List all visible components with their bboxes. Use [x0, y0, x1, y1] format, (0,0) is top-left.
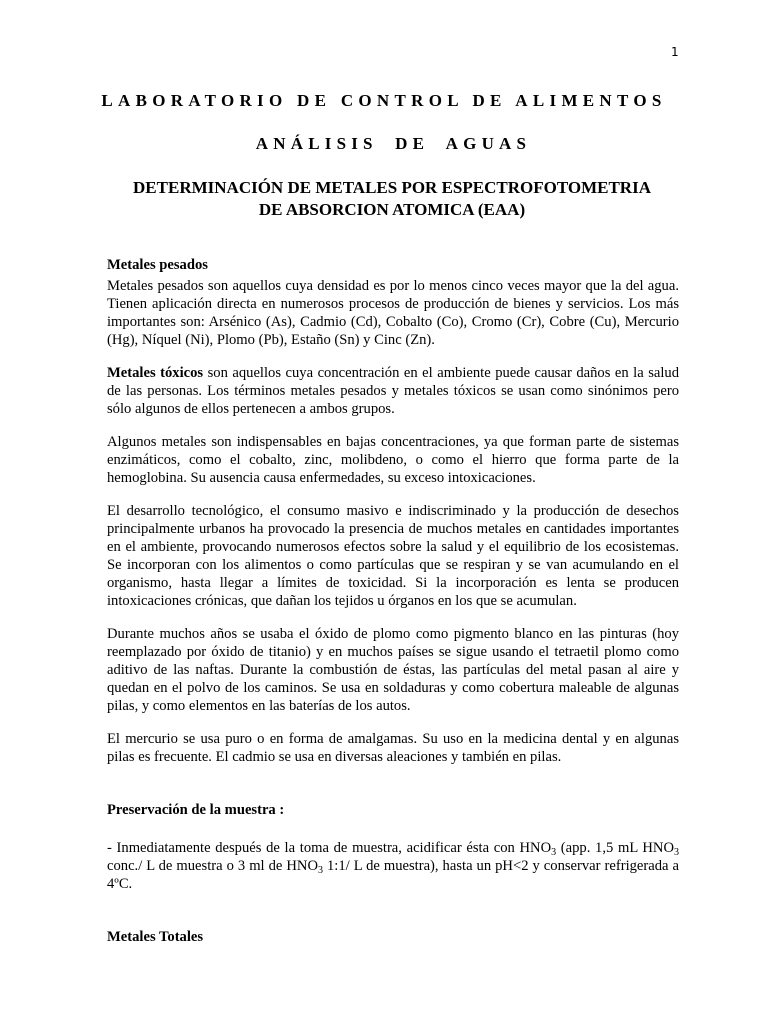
- paragraph-mercurio-cadmio: El mercurio se usa puro o en forma de amalgamas. Su uso en la medicina dental y en algunas pilas es frecuente. El cadmio se usa en diversas aleaciones y también en pilas.: [107, 731, 679, 765]
- title-determinacion-line1: DETERMINACIÓN DE METALES POR ESPECTROFOTOMETRIA: [133, 178, 651, 197]
- title-determinacion-line2: DE ABSORCION ATOMICA (EAA): [258, 200, 526, 219]
- preservacion-text-2: (app. 1,5 mL HNO: [556, 840, 674, 856]
- preservacion-text-4: 1:1/ L de muestra), hasta un pH<2 y conservar refrigerada a 4ºC.: [107, 858, 679, 892]
- paragraph-metales-toxicos-text: son aquellos cuya concentración en el ambiente puede causar daños en la salud de las personas. Los términos metales pesados y metales tóxicos se usan como sinónimos pero sólo algunos de ellos pertenecen a ambos grupos.: [107, 365, 679, 417]
- preservacion-text-1: - Inmediatamente después de la toma de muestra, acidificar ésta con HNO: [107, 840, 552, 856]
- document-title-determinacion: [0, 177, 768, 221]
- preservacion-text-3: conc./ L de muestra o 3 ml de HNO: [107, 858, 318, 874]
- heading-metales-totales: Metales Totales: [107, 929, 204, 945]
- paragraph-desarrollo-tecnologico: El desarrollo tecnológico, el consumo masivo e indiscriminado y la producción de desechos principalmente urbanos ha provocado la presencia de muchos metales en cantidades importantes en el ambiente, provocando numerosos efectos sobre la salud y el equilibrio de los ecosistemas. Se incorporan con los alimentos o como partículas que se respiran y se van acumulando en el organismo, hasta llegar a límites de toxicidad. Si la incorporación es lenta se producen intoxicaciones crónicas, que dañan los tejidos u órganos en los que se acumulan.: [107, 503, 679, 609]
- paragraph-metales-indispensables: Algunos metales son indispensables en bajas concentraciones, ya que forman parte de sistemas enzimáticos, como el cobalto, zinc, molibdeno, o como el hierro que forma parte de la hemoglobina. Su ausencia causa enfermedades, su exceso intoxicaciones.: [107, 434, 679, 486]
- paragraph-metales-pesados: Metales pesados son aquellos cuya densidad es por lo menos cinco veces mayor que la del agua. Tienen aplicación directa en numerosos procesos de producción de bienes y servicios. Los más importantes son: Arsénico (As), Cadmio (Cd), Cobalto (Co), Cromo (Cr), Cobre (Cu), Mercurio (Hg), Níquel (Ni), Plomo (Pb), Estaño (Sn) y Cinc (Zn).: [107, 278, 679, 348]
- heading-preservacion-muestra: Preservación de la muestra :: [107, 802, 285, 818]
- subscript-3: 3: [674, 847, 679, 858]
- document-title-analisis-aguas: ANÁLISIS DE AGUAS: [255, 134, 532, 153]
- document-title-laboratorio: LABORATORIO DE CONTROL DE ALIMENTOS: [101, 91, 667, 110]
- paragraph-preservacion: [107, 839, 679, 893]
- page-number: 1: [671, 45, 679, 59]
- paragraph-oxido-de-plomo: Durante muchos años se usaba el óxido de plomo como pigmento blanco en las pinturas (hoy reemplazado por óxido de titanio) y en muchos países se sigue usando el tetraetil plomo como aditivo de las naftas. Durante la combustión de éstas, las partículas del metal pasan al aire y quedan en el polvo de los caminos. Se usa en soldaduras y como cobertura maleable de algunas pilas, y como elementos en las baterías de los autos.: [107, 626, 679, 714]
- term-metales-toxicos: Metales tóxicos: [107, 365, 204, 381]
- paragraph-metales-toxicos: [107, 364, 679, 418]
- document-body: [107, 256, 679, 946]
- subscript-3: 3: [318, 865, 323, 876]
- subscript-3: 3: [551, 847, 557, 858]
- heading-metales-pesados: Metales pesados: [107, 257, 208, 273]
